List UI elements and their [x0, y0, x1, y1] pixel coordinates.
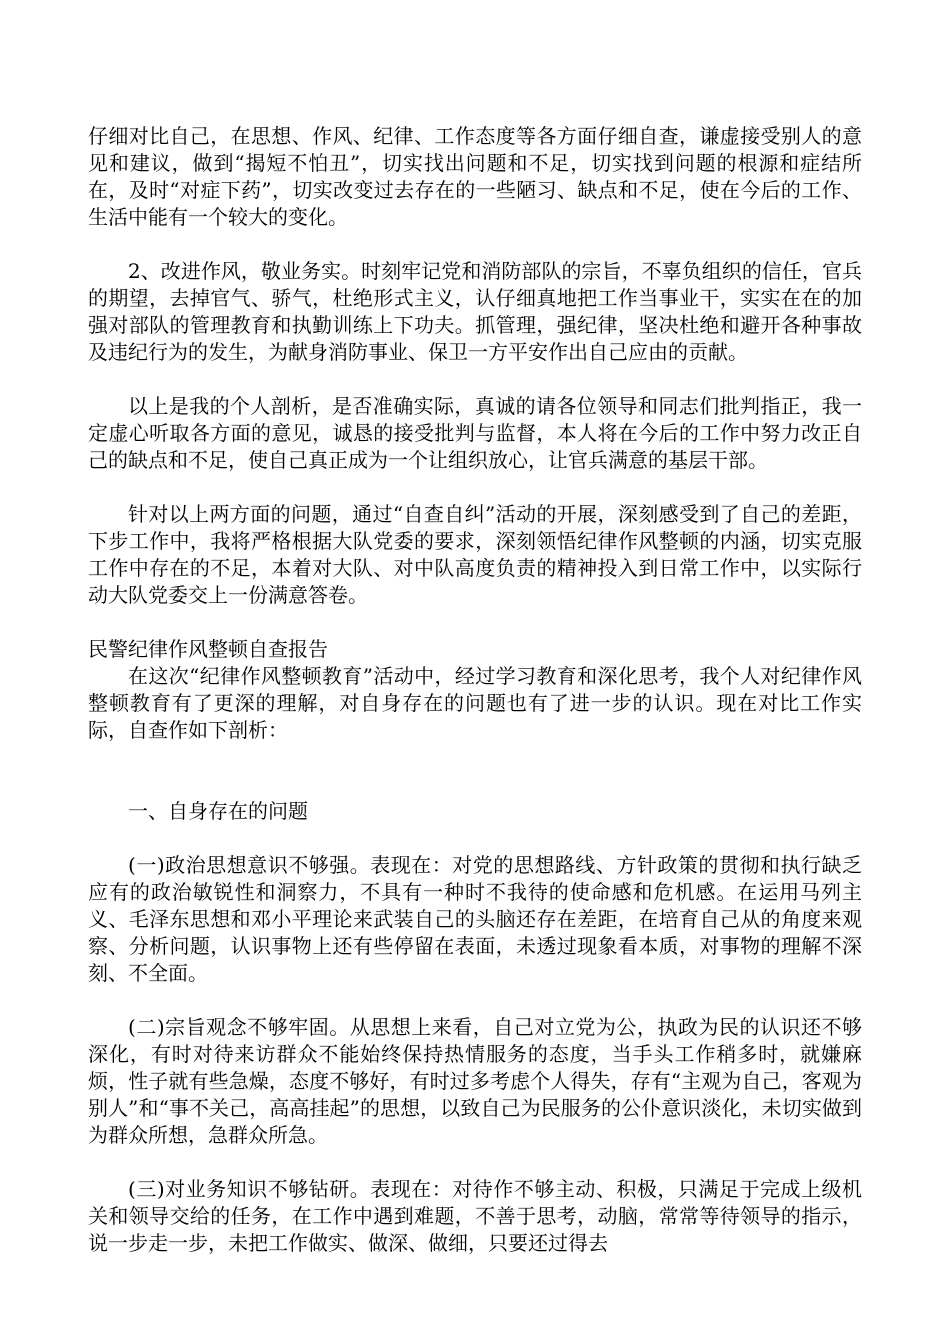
paragraph-self-analysis: 以上是我的个人剖析，是否准确实际，真诚的请各位领导和同志们批判指正，我一定虚心听取各方面的意见，诚恳的接受批判与监督，本人将在今后的工作中努力改正自己的缺点和不足，使自己真正成为一个让组织放心，让官兵满意的基层干部。 — [88, 394, 862, 472]
paragraph-purpose: (二)宗旨观念不够牢固。从思想上来看，自己对立党为公，执政为民的认识还不够深化，有时对待来访群众不能始终保持热情服务的态度，当手头工作稍多时，就嫌麻烦，性子就有些急燥，态度不够好，有时过多考虑个人得失，存有“主观为自己，客观为别人”和“事不关己，高高挂起”的思想，以致自己为民服务的公仆意识淡化，未切实做到为群众所想，急群众所急。 — [88, 1015, 862, 1147]
section-heading: 一、自身存在的问题 — [128, 799, 308, 823]
paragraph-business: (三)对业务知识不够钻研。表现在：对待作不够主动、积极，只满足于完成上级机关和领导交给的任务，在工作中遇到难题，不善于思考，动脑，常常等待领导的指示，说一步走一步，未把工作做实、做深、做细，只要还过得去 — [88, 1177, 862, 1255]
paragraph-commitment: 针对以上两方面的问题，通过“自查自纠”活动的开展，深刻感受到了自己的差距，下步工作中，我将严格根据大队党委的要求，深刻领悟纪律作风整顿的内涵，切实克服工作中存在的不足，本着对大队、对中队高度负责的精神投入到日常工作中，以实际行动大队党委交上一份满意答卷。 — [88, 502, 862, 607]
document-body — [88, 123, 862, 1257]
report-title: 民警纪律作风整顿自查报告 — [88, 637, 328, 661]
paragraph-political: (一)政治思想意识不够强。表现在：对党的思想路线、方针政策的贯彻和执行缺乏应有的政治敏锐性和洞察力，不具有一种时不我待的使命感和危机感。在运用马列主义、毛泽东思想和邓小平理论来武装自己的头脑还存在差距，在培育自己从的角度来观察、分析问题，认识事物上还有些停留在表面，未透过现象看本质，对事物的理解不深刻、不全面。 — [88, 853, 862, 985]
paragraph-continuation: 仔细对比自己，在思想、作风、纪律、工作态度等各方面仔细自查，谦虚接受别人的意见和建议，做到“揭短不怕丑”，切实找出问题和不足，切实找到问题的根源和症结所在，及时“对症下药”，切实改变过去存在的一些陋习、缺点和不足，使在今后的工作、生活中能有一个较大的变化。 — [88, 124, 862, 229]
paragraph-improve-style: 2、改进作风，敬业务实。时刻牢记党和消防部队的宗旨，不辜负组织的信任，官兵的期望，去掉官气、骄气，杜绝形式主义，认仔细真地把工作当事业干，实实在在的加强对部队的管理教育和执勤训练上下功夫。抓管理，强纪律，坚决杜绝和避开各种事故及违纪行为的发生，为献身消防事业、保卫一方平安作出自己应由的贡献。 — [88, 259, 862, 364]
paragraph-intro: 在这次“纪律作风整顿教育”活动中，经过学习教育和深化思考，我个人对纪律作风整顿教育有了更深的理解，对自身存在的问题也有了进一步的认识。现在对比工作实际，自查作如下剖析： — [88, 664, 862, 742]
